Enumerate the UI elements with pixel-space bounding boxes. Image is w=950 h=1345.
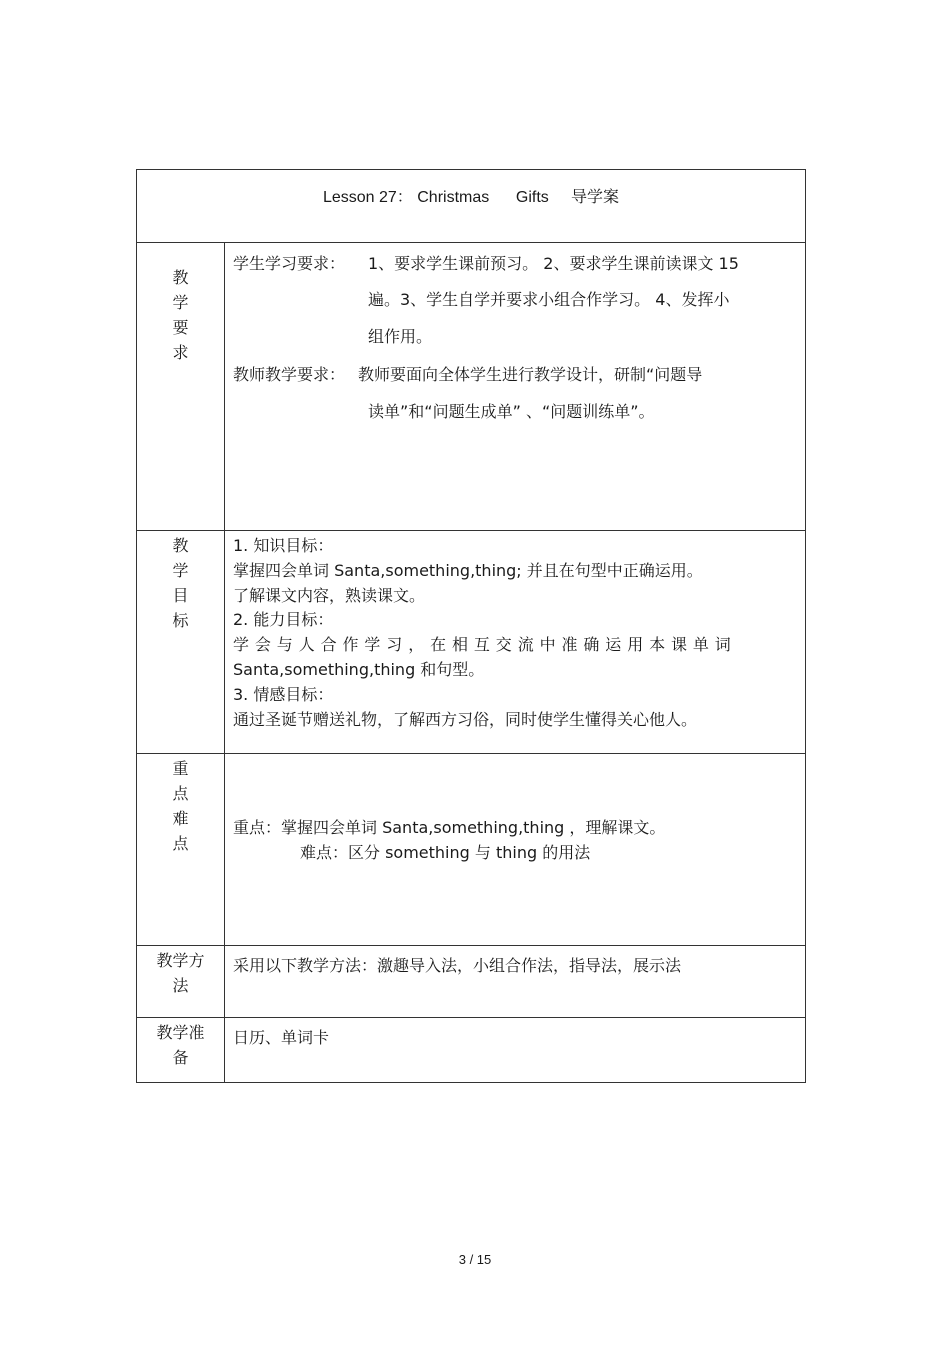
objective-line: 掌握四会单词 Santa,something,thing; 并且在句型中正确运用。 bbox=[233, 560, 703, 580]
label-char: 学 bbox=[172, 561, 189, 580]
student-requirements-line: 1、要求学生课前预习。 2、要求学生课前读课文 15 bbox=[368, 254, 739, 273]
key-points-row bbox=[137, 754, 806, 946]
title-cell bbox=[137, 170, 806, 243]
label-char: 教 bbox=[172, 536, 189, 555]
objective-line: Santa,something,thing 和句型。 bbox=[233, 659, 485, 679]
focus-point: 重点：掌握四会单词 Santa,something,thing ，理解课文。 bbox=[233, 818, 666, 837]
teacher-requirements-line: 读单”和“问题生成单” 、“问题训练单”。 bbox=[368, 402, 655, 421]
teacher-requirements-label: 教师教学要求： bbox=[233, 365, 346, 384]
preparation-label bbox=[137, 1018, 225, 1083]
label-char: 点 bbox=[172, 784, 189, 803]
page-number: 3 / 15 bbox=[458, 1252, 492, 1267]
lesson-plan-table bbox=[136, 169, 806, 1083]
lesson-title: Lesson 27： Christmas Gifts 导学案 bbox=[322, 189, 620, 206]
requirements-row bbox=[137, 243, 806, 531]
label-line: 教学方 bbox=[156, 951, 205, 970]
preparation-content bbox=[225, 1018, 806, 1083]
objective-line: 了解课文内容，熟读课文。 bbox=[233, 585, 426, 605]
label-char: 教 bbox=[172, 268, 189, 287]
objectives-label bbox=[137, 531, 225, 754]
preparation-text: 日历、单词卡 bbox=[233, 1028, 330, 1047]
label-line: 教学准 bbox=[156, 1023, 205, 1042]
objective-heading: 2. 能力目标： bbox=[233, 610, 334, 630]
difficulty-point: 难点：区分 something 与 thing 的用法 bbox=[300, 842, 591, 862]
label-char: 标 bbox=[172, 611, 189, 630]
objective-line: 学会与人合作学习，在相互交流中准确运用本课单词 bbox=[233, 635, 737, 655]
methods-content bbox=[225, 946, 806, 1018]
label-char: 目 bbox=[172, 586, 189, 605]
student-requirements-label: 学生学习要求： bbox=[233, 254, 346, 273]
key-points-content bbox=[225, 754, 806, 946]
objective-line: 通过圣诞节赠送礼物，了解西方习俗，同时使学生懂得关心他人。 bbox=[233, 709, 698, 729]
label-line: 备 bbox=[172, 1048, 189, 1067]
requirements-label bbox=[137, 243, 225, 531]
label-line: 法 bbox=[172, 976, 189, 995]
objective-heading: 3. 情感目标： bbox=[233, 684, 334, 704]
label-char: 重 bbox=[172, 759, 189, 778]
label-char: 要 bbox=[172, 318, 189, 337]
label-char: 学 bbox=[172, 293, 189, 312]
student-requirements-line: 遍。3、学生自学并要求小组合作学习。 4、发挥小 bbox=[368, 290, 730, 309]
title-row bbox=[137, 170, 806, 243]
label-char: 点 bbox=[172, 834, 189, 853]
methods-row bbox=[137, 946, 806, 1018]
teacher-requirements-line: 教师要面向全体学生进行教学设计，研制“问题导 bbox=[358, 365, 703, 384]
objective-heading: 1. 知识目标： bbox=[233, 536, 334, 555]
requirements-content bbox=[225, 243, 806, 531]
preparation-row bbox=[137, 1018, 806, 1083]
key-points-label bbox=[137, 754, 225, 946]
methods-label bbox=[137, 946, 225, 1018]
label-char: 难 bbox=[172, 809, 189, 828]
label-char: 求 bbox=[172, 343, 189, 362]
methods-text: 采用以下教学方法：激趣导入法，小组合作法，指导法，展示法 bbox=[233, 956, 682, 975]
objectives-row bbox=[137, 531, 806, 754]
objectives-content bbox=[225, 531, 806, 754]
student-requirements-line: 组作用。 bbox=[368, 327, 433, 346]
